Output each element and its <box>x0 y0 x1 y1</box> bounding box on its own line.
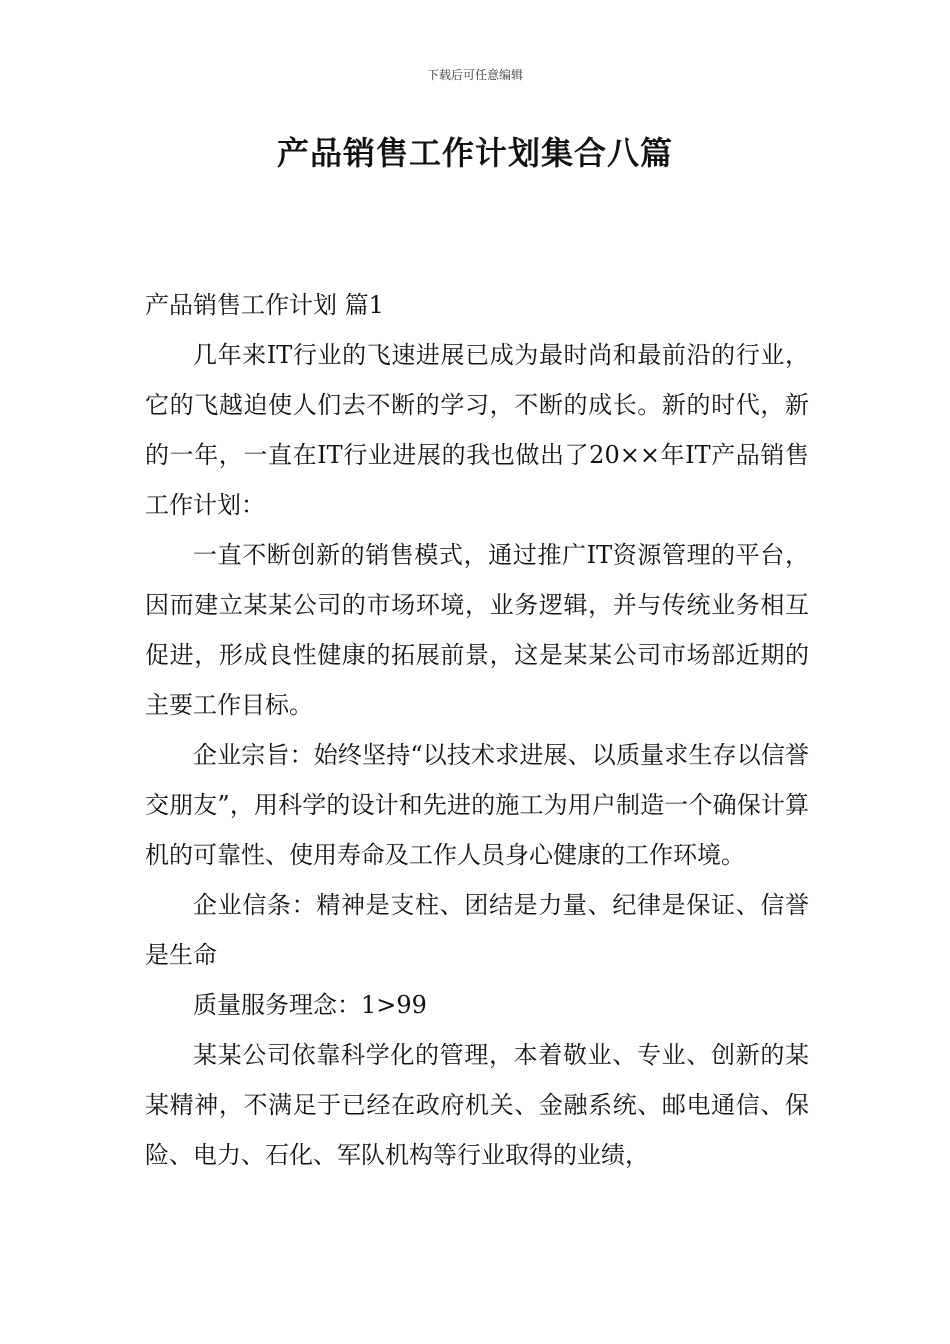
paragraph-management: 某某公司依靠科学化的管理，本着敬业、专业、创新的某某精神，不满足于已经在政府机关、金融系统、邮电通信、保险、电力、石化、军队机构等行业取得的业绩， <box>145 1041 809 1169</box>
paragraph-company-creed: 企业信条：精神是支柱、团结是力量、纪律是保证、信誉是生命 <box>145 891 809 969</box>
paragraph-intro: 几年来IT行业的飞速进展已成为最时尚和最前沿的行业，它的飞越迫使人们去不断的学习，不断的成长。新的时代，新的一年，一直在IT行业进展的我也做出了20××年IT产品销售工作计划： <box>145 341 809 519</box>
paragraph-service-concept: 质量服务理念：1>99 <box>193 991 427 1019</box>
section-heading: 产品销售工作计划 篇1 <box>145 291 384 319</box>
document-title: 产品销售工作计划集合八篇 <box>276 134 673 172</box>
document-body <box>145 280 809 1180</box>
paragraph-sales-model: 一直不断创新的销售模式，通过推广IT资源管理的平台，因而建立某某公司的市场环境，业务逻辑，并与传统业务相互促进，形成良性健康的拓展前景，这是某某公司市场部近期的主要工作目标。 <box>145 541 809 719</box>
download-note: 下载后可任意编辑 <box>426 68 523 82</box>
paragraph-company-purpose: 企业宗旨：始终坚持“以技术求进展、以质量求生存以信誉交朋友”，用科学的设计和先进的施工为用户制造一个确保计算机的可靠性、使用寿命及工作人员身心健康的工作环境。 <box>145 741 809 869</box>
